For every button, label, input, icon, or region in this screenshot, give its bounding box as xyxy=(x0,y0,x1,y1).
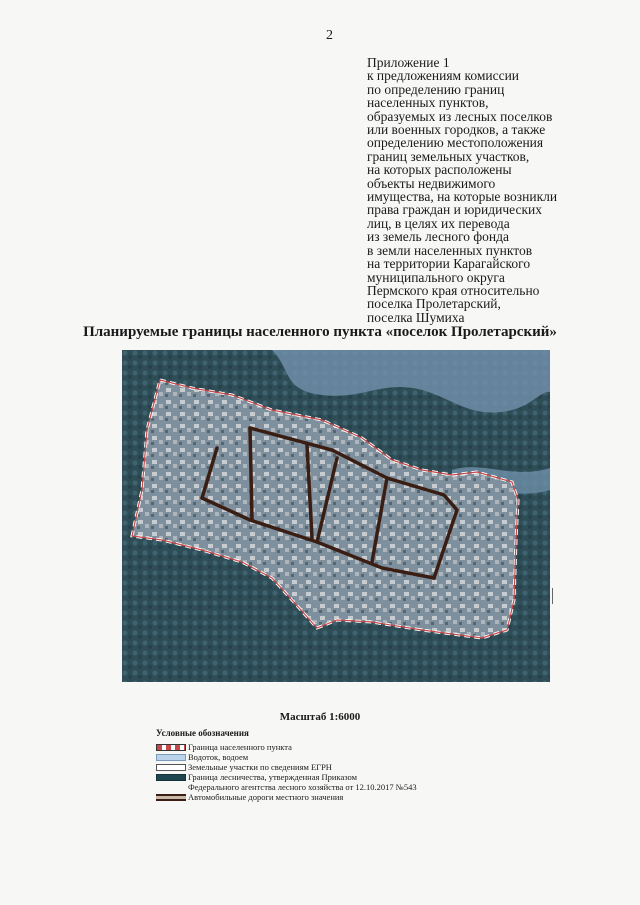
map-title: Планируемые границы населенного пункта «поселок Пролетарский» xyxy=(83,324,557,340)
legend-label: Водоток, водоем xyxy=(188,752,249,762)
appendix-line: поселка Шумиха xyxy=(367,309,465,325)
appendix-line: объекты недвижимого xyxy=(367,175,496,191)
legend-label: Автомобильные дороги местного значения xyxy=(188,792,344,802)
boundary-swatch xyxy=(156,744,186,751)
appendix-line: к предложениям комиссии xyxy=(367,68,520,84)
water-swatch xyxy=(156,754,186,761)
legend-item-water xyxy=(156,752,476,762)
appendix-line: Приложение 1 xyxy=(367,55,450,70)
appendix-line: Пермского края относительно xyxy=(367,282,540,298)
legend-item-boundary xyxy=(156,742,476,752)
appendix-line: лиц, в целях их перевода xyxy=(367,215,510,231)
appendix-line: в земли населенных пунктов xyxy=(367,242,533,258)
appendix-line: определению местоположения xyxy=(367,135,544,151)
legend-label: Земельные участки по сведениям ЕГРН xyxy=(188,762,332,772)
satellite-map xyxy=(122,350,550,682)
appendix-line: имущества, на которые возникли xyxy=(367,189,558,205)
appendix-heading xyxy=(367,56,607,324)
parcel-swatch xyxy=(156,764,186,771)
appendix-line: на территории Карагайского xyxy=(367,256,531,272)
forestry-swatch xyxy=(156,774,186,781)
appendix-line: из земель лесного фонда xyxy=(367,229,510,245)
legend-item-roads xyxy=(156,792,476,802)
legend-label-continued: Федерального агентства лесного хозяйства от 12.10.2017 №543 xyxy=(188,782,417,792)
page-number: 2 xyxy=(326,28,333,43)
legend-item-forestry xyxy=(156,772,476,782)
edge-mark xyxy=(552,588,553,604)
appendix-line: поселка Пролетарский, xyxy=(367,296,501,312)
appendix-line: муниципального округа xyxy=(367,269,505,285)
appendix-line: границ земельных участков, xyxy=(367,148,530,164)
legend-item-parcels xyxy=(156,762,476,772)
appendix-line: образуемых из лесных поселков xyxy=(367,108,553,124)
appendix-line: по определению границ xyxy=(367,81,505,97)
map-legend xyxy=(156,728,476,802)
map-scale: Масштаб 1:6000 xyxy=(279,711,361,723)
legend-label: Граница лесничества, утвержденная Приказом xyxy=(188,772,358,782)
legend-label: Граница населенного пункта xyxy=(188,742,292,752)
appendix-line: права граждан и юридических xyxy=(367,202,542,218)
appendix-line: на которых расположены xyxy=(367,162,512,178)
map-image xyxy=(122,350,550,682)
appendix-line: или военных городков, а также xyxy=(367,122,546,138)
legend-title: Условные обозначения xyxy=(156,728,249,738)
road-swatch xyxy=(156,794,186,801)
appendix-line: населенных пунктов, xyxy=(367,95,489,111)
